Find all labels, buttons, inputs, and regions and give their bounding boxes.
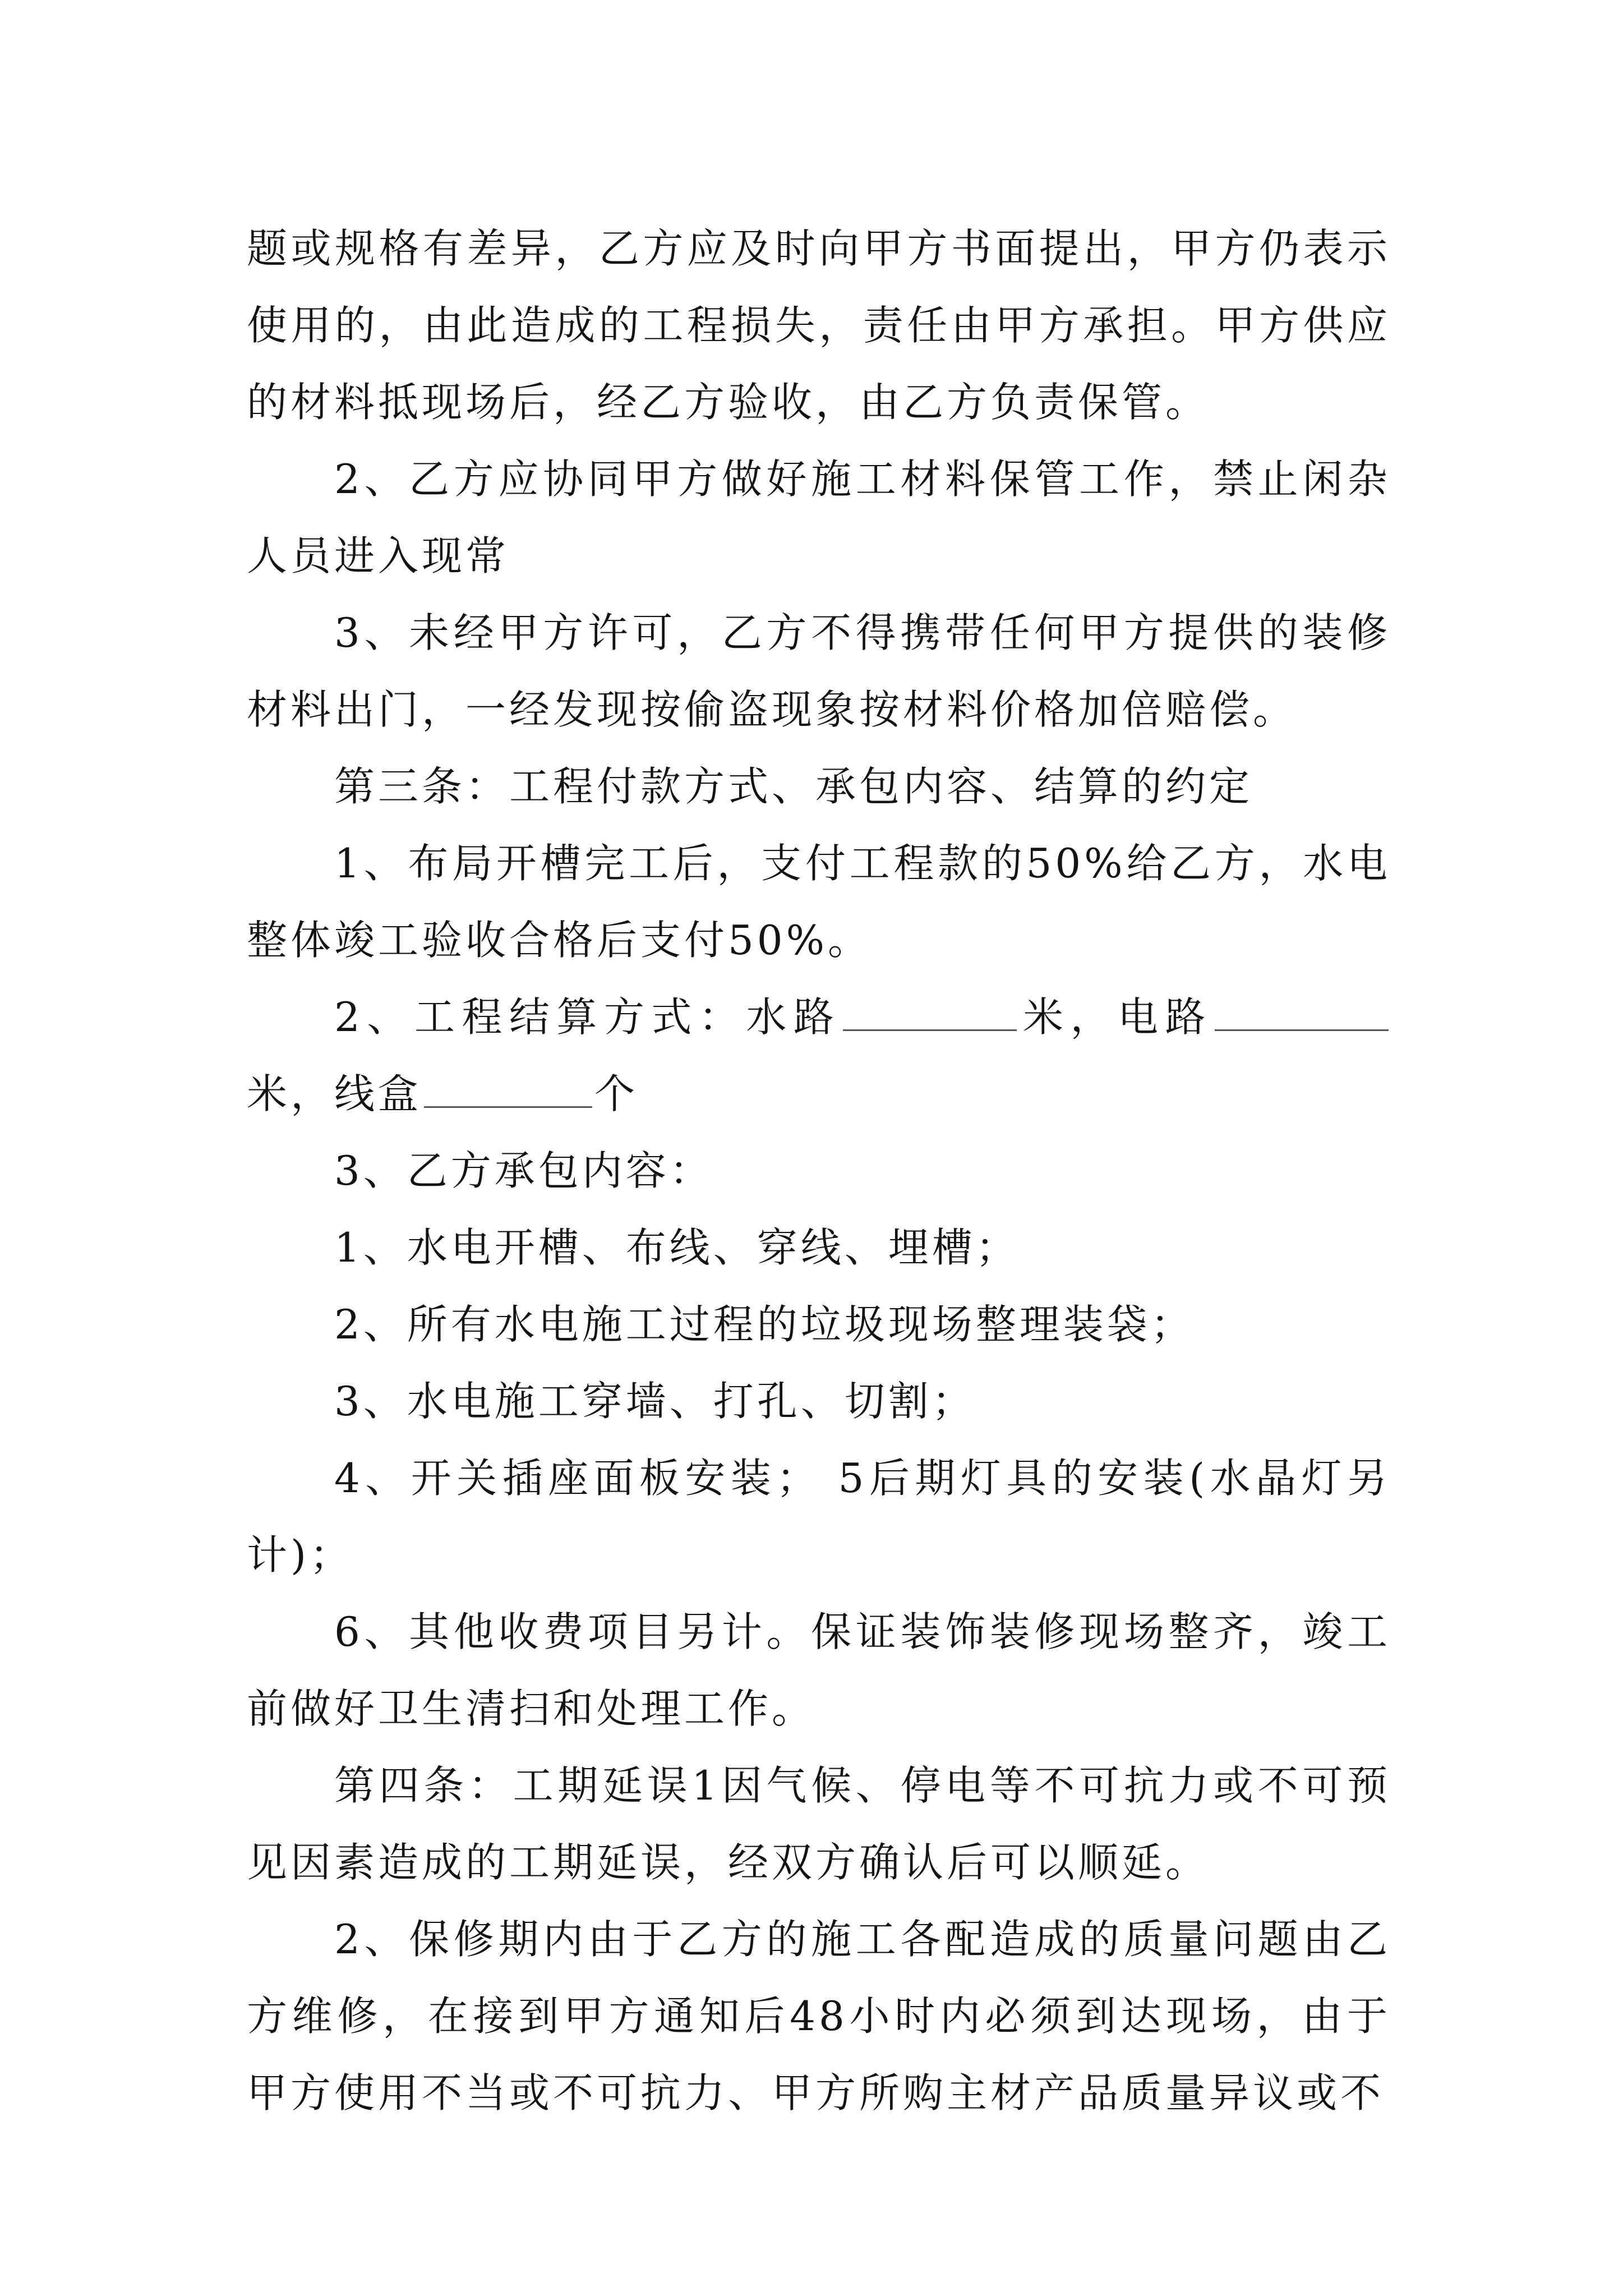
settlement-water-label: 2、工程结算方式：水路 — [334, 993, 841, 1041]
paragraph-material-responsibility: 题或规格有差异，乙方应及时向甲方书面提出，甲方仍表示使用的，由此造成的工程损失，责任由甲方承担。甲方供应的材料抵现场后，经乙方验收，由乙方负责保管。 — [247, 225, 1391, 426]
settlement-electric-label: 米，电路 — [1019, 993, 1212, 1041]
settlement-box-label: 米，线盒 — [247, 1070, 422, 1117]
electric-length-blank — [1215, 995, 1389, 1031]
water-length-blank — [843, 995, 1017, 1031]
scope-item-debris: 2、所有水电施工过程的垃圾现场整理装袋； — [334, 1301, 1195, 1348]
paragraph-warranty: 2、保修期内由于乙方的施工各配造成的质量问题由乙方维修，在接到甲方通知后48小时内必须到达现场，由于甲方使用不当或不可抗力、甲方所购主材产品质量异议或不 — [247, 1916, 1391, 2116]
scope-item-fixtures: 4、开关插座面板安装； 5后期灯具的安装(水晶灯另计)； — [247, 1455, 1391, 1579]
paragraph-no-removal: 3、未经甲方许可，乙方不得携带任何甲方提供的装修材料出门，一经发现按偷盗现象按材料价格加倍赔偿。 — [247, 609, 1391, 733]
scope-item-drilling: 3、水电施工穿墙、打孔、切割； — [334, 1378, 976, 1425]
article-four-delay: 第四条：工期延误1因气候、停电等不可抗力或不可预见因素造成的工期延误，经双方确认后可以顺延。 — [247, 1762, 1391, 1886]
settlement-box-unit: 个 — [594, 1070, 639, 1117]
paragraph-material-custody: 2、乙方应协同甲方做好施工材料保管工作，禁止闲杂人员进入现常 — [247, 455, 1391, 579]
paragraph-settlement-method — [247, 979, 1391, 1133]
scope-item-other-fees: 6、其他收费项目另计。保证装饰装修现场整齐，竣工前做好卫生清扫和处理工作。 — [247, 1608, 1391, 1732]
box-count-blank — [424, 1071, 592, 1108]
scope-item-grooving: 1、水电开槽、布线、穿线、埋槽； — [334, 1224, 1020, 1271]
article-three-heading: 第三条：工程付款方式、承包内容、结算的约定 — [334, 763, 1253, 810]
paragraph-payment-schedule: 1、布局开槽完工后，支付工程款的50%给乙方，水电整体竣工验收合格后支付50%。 — [247, 840, 1391, 964]
paragraph-scope-heading: 3、乙方承包内容： — [334, 1147, 713, 1194]
document-body — [247, 210, 1391, 2132]
